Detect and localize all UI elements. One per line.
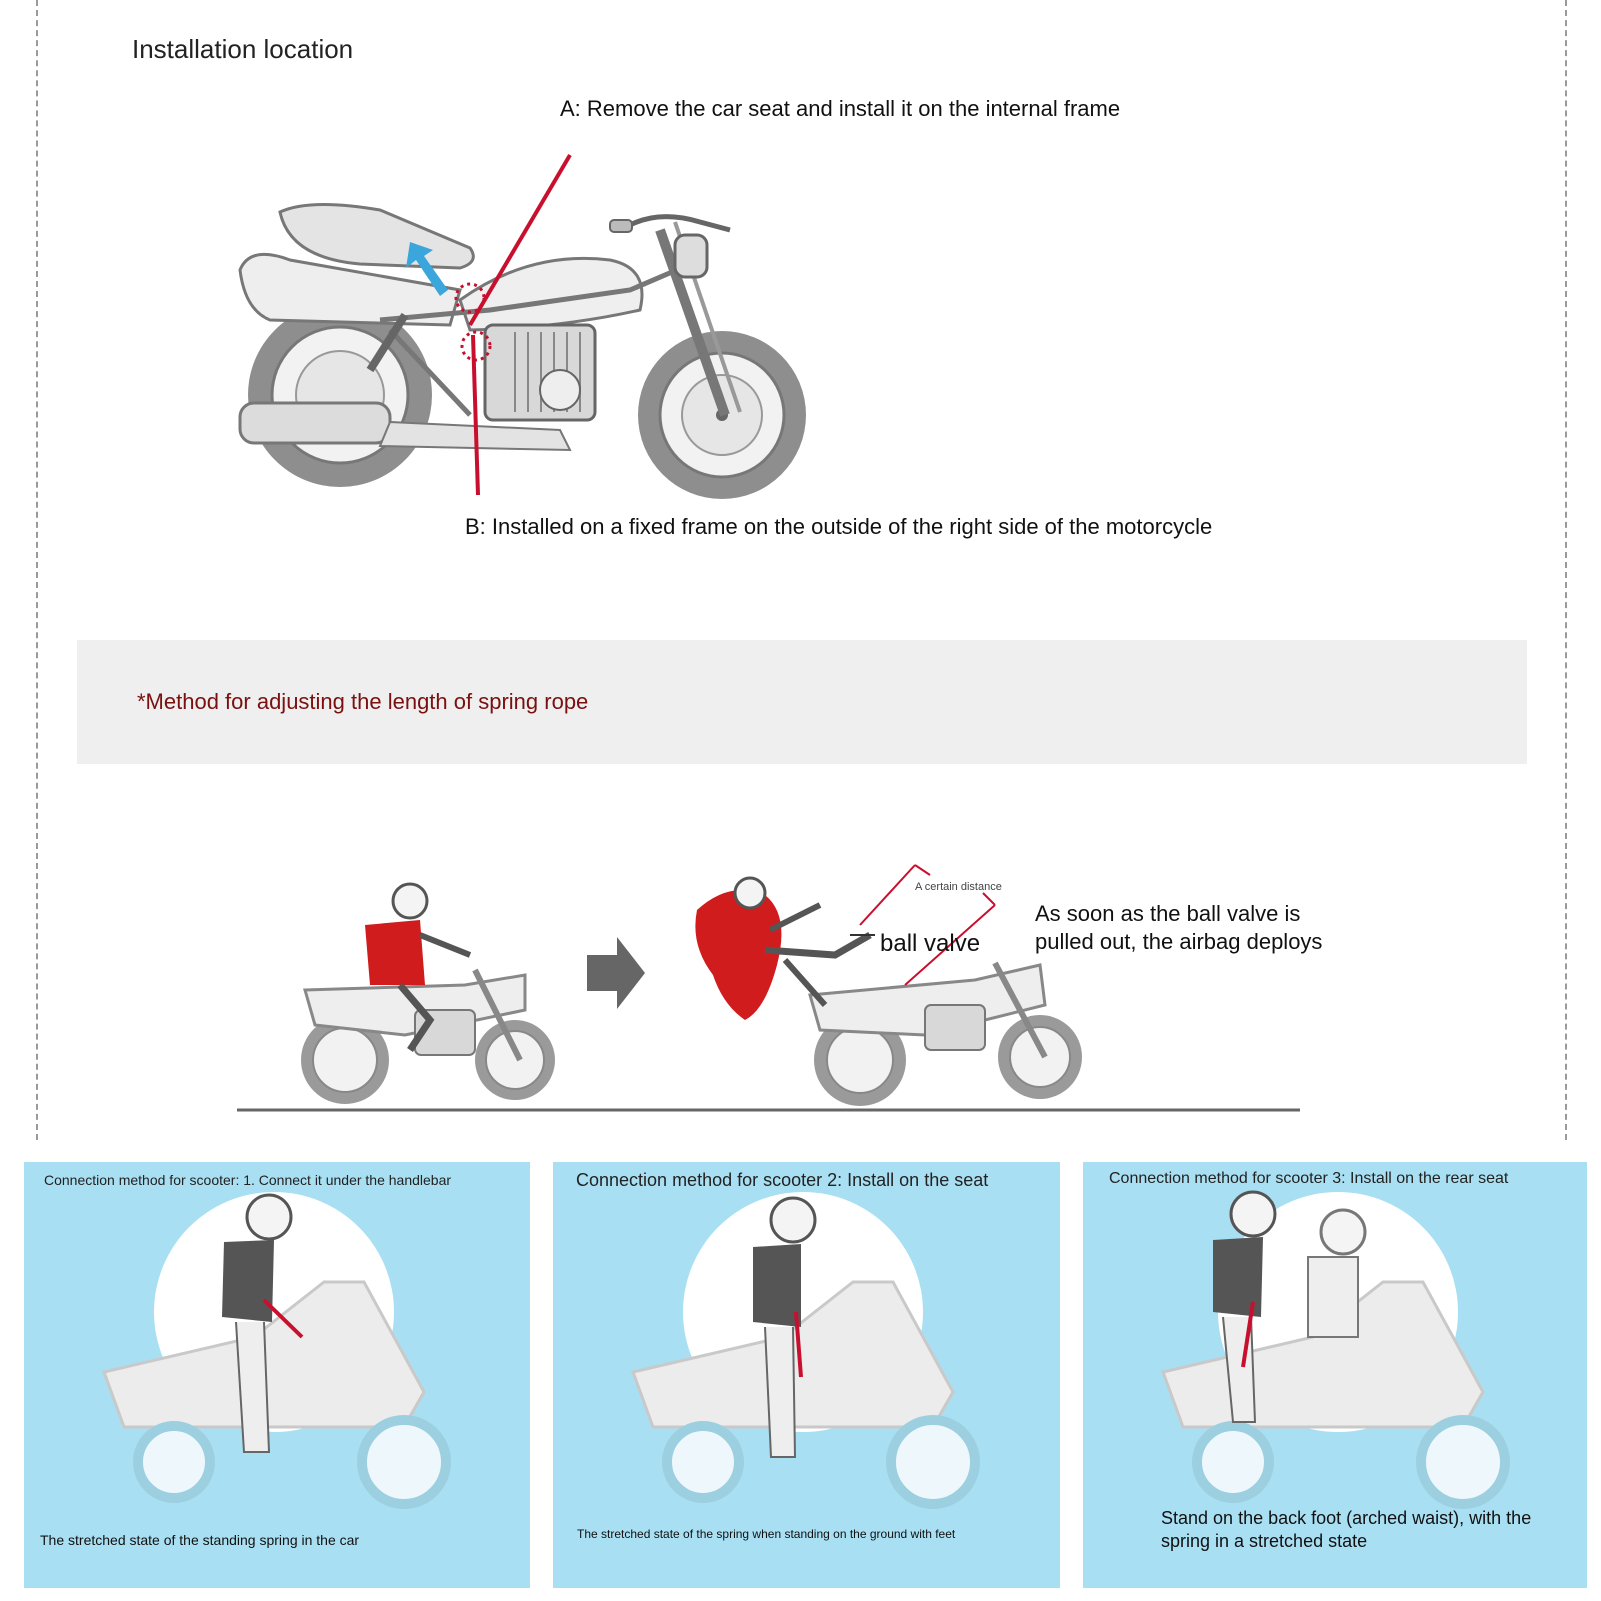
caption-option-b: B: Installed on a fixed frame on the outside of the right side of the motorcycle — [465, 514, 1213, 539]
panel-2-caption: The stretched state of the spring when standing on the ground with feet — [577, 1527, 956, 1541]
scooter-illustration — [24, 1162, 530, 1588]
panel-3-caption: Stand on the back foot (arched waist), with the spring in a stretched state — [1161, 1508, 1532, 1551]
airbag-deployment-illustration — [225, 845, 1335, 1115]
left-dashed-border — [36, 0, 38, 1140]
ball-valve-label: ball valve — [880, 930, 981, 957]
caption-option-a: A: Remove the car seat and install it on the internal frame — [560, 96, 1121, 121]
panel-3-title: Connection method for scooter 3: Install on the rear seat — [1109, 1170, 1509, 1187]
scooter-panel-3 — [1083, 1162, 1587, 1588]
scooter-illustration — [553, 1162, 1060, 1588]
motorcycle-small-right — [810, 963, 1082, 1106]
panel-1-caption: The stretched state of the standing spring in the car — [40, 1532, 360, 1548]
airbag-vest — [365, 920, 425, 985]
deployment-description: As soon as the ball valve is pulled out, the airbag deploys — [1035, 901, 1323, 954]
right-arrow-icon — [587, 937, 645, 1009]
scooter-panel-2 — [553, 1162, 1060, 1588]
scooter-panel-1 — [24, 1162, 530, 1588]
right-dashed-border — [1565, 0, 1567, 1140]
motorcycle-illustration — [230, 150, 830, 510]
panel-1-title: Connection method for scooter: 1. Connect it under the handlebar — [44, 1172, 452, 1188]
motorcycle-small-left — [301, 970, 555, 1104]
distance-label: A certain distance — [915, 881, 1002, 893]
panel-2-title: Connection method for scooter 2: Install on the seat — [576, 1170, 989, 1190]
adjust-method-title: *Method for adjusting the length of spring rope — [137, 689, 589, 714]
installation-heading: Installation location — [132, 34, 354, 64]
